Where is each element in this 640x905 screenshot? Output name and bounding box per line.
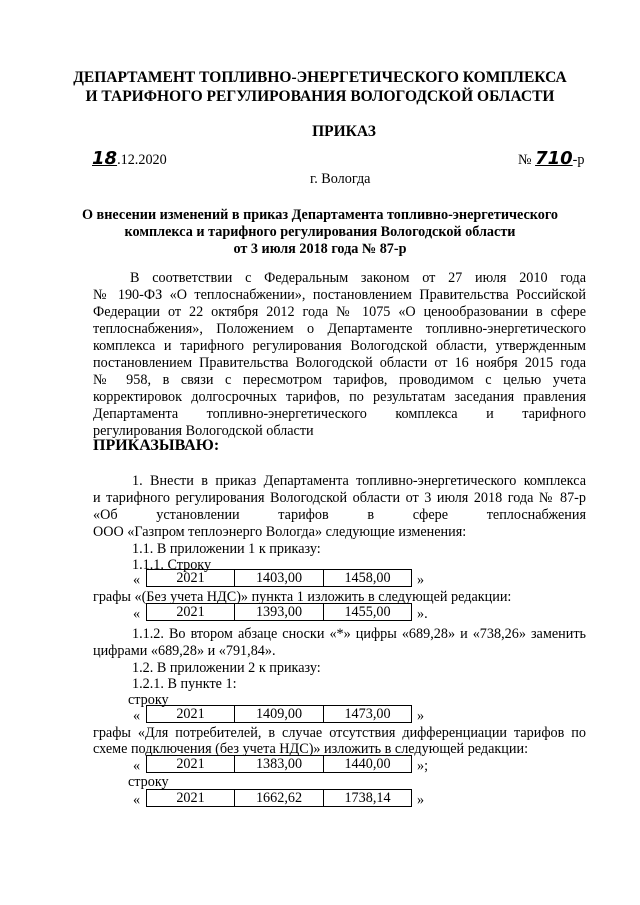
preamble-line9: Департамента топливно-энергетического комплекса и тарифного — [93, 406, 586, 422]
number-prefix: № — [518, 152, 532, 168]
row4-value1: 1383,00 — [235, 756, 324, 773]
row5-year: 2021 — [147, 790, 235, 807]
row2-year: 2021 — [147, 604, 235, 621]
graph2-line2: схеме подключения (без учета НДС)» изложить в следующей редакции: — [93, 741, 529, 757]
document-type: ПРИКАЗ — [312, 123, 376, 140]
title-line1: О внесении изменений в приказ Департамента топливно-энергетического — [81, 207, 559, 223]
row2-value2: 1455,00 — [324, 604, 412, 621]
row3-year: 2021 — [147, 706, 235, 723]
number-suffix: -р — [572, 152, 585, 168]
date-day-handwritten: 18 — [92, 148, 118, 169]
row4-year: 2021 — [147, 756, 235, 773]
quote-open-1: « — [133, 572, 141, 588]
document-date — [92, 150, 167, 169]
item-1-2: 1.2. В приложении 2 к приказу: — [132, 660, 321, 676]
preamble-line10: регулирования Вологодской области — [93, 423, 314, 439]
quote-close-5: » — [417, 792, 425, 808]
row5-value1: 1662,62 — [235, 790, 324, 807]
row4-value2: 1440,00 — [324, 756, 412, 773]
row-word-1: строку — [128, 692, 169, 708]
item-1-1-1: 1.1.1. Строку — [132, 557, 212, 573]
preamble-line3: Федерации от 22 октября 2012 года № 1075 «О ценообразовании в сфере — [93, 304, 586, 320]
quote-open-5: « — [133, 792, 141, 808]
quote-close-1: » — [417, 572, 425, 588]
tariff-row-5 — [146, 789, 412, 807]
row-word-2: строку — [128, 774, 169, 790]
preamble-line2: № 190-ФЗ «О теплоснабжении», постановлением Правительства Российской — [93, 287, 586, 303]
item-1-2-1: 1.2.1. В пункте 1: — [132, 676, 237, 692]
row1-year: 2021 — [147, 570, 235, 587]
title-line3: от 3 июля 2018 года № 87-р — [233, 241, 407, 257]
item1-line1: 1. Внести в приказ Департамента топливно-энергетического комплекса — [132, 473, 586, 489]
row2-value1: 1393,00 — [235, 604, 324, 621]
item1-line2: и тарифного регулирования Вологодской области от 3 июля 2018 года № 87-р — [93, 490, 586, 506]
department-name-line1: ДЕПАРТАМЕНТ ТОПЛИВНО-ЭНЕРГЕТИЧЕСКОГО КОМПЛЕКСА — [73, 69, 567, 86]
graph1-text: графы «(Без учета НДС)» пункта 1 изложить в следующей редакции: — [93, 589, 512, 605]
graph2-line1: графы «Для потребителей, в случае отсутствия дифференциации тарифов по — [93, 725, 586, 741]
item-1-1-2-line1: 1.1.2. Во втором абзаце сноски «*» цифры «689,28» и «738,26» заменить — [132, 626, 586, 642]
quote-close-2: ». — [417, 606, 428, 622]
row3-value2: 1473,00 — [324, 706, 412, 723]
preamble-line8: корректировок долгосрочных тарифов, по результатам заседания правления — [93, 389, 586, 405]
item-1-1-2-line2: цифрами «689,28» и «791,84». — [93, 643, 276, 659]
preamble-line5: комплекса и тарифного регулирования Вологодской области, утвержденным — [93, 338, 586, 354]
quote-close-4: »; — [417, 758, 429, 774]
row5-value2: 1738,14 — [324, 790, 412, 807]
preamble-line1: В соответствии с Федеральным законом от 27 июля 2010 года — [130, 270, 586, 286]
tariff-row-1 — [146, 569, 412, 587]
department-name-line2: И ТАРИФНОГО РЕГУЛИРОВАНИЯ ВОЛОГОДСКОЙ ОБЛАСТИ — [85, 88, 555, 105]
title-line2: комплекса и тарифного регулирования Вологодской области — [124, 224, 516, 240]
quote-open-3: « — [133, 708, 141, 724]
number-handwritten: 710 — [535, 148, 573, 169]
preamble-line6: постановлением Правительства Вологодской области от 16 ноября 2015 года — [93, 355, 586, 371]
tariff-row-4 — [146, 755, 412, 773]
row3-value1: 1409,00 — [235, 706, 324, 723]
item1-line4: ООО «Газпром теплоэнерго Вологда» следующие изменения: — [93, 524, 467, 540]
date-rest: .12.2020 — [117, 152, 167, 168]
item-1-1: 1.1. В приложении 1 к приказу: — [132, 541, 321, 557]
tariff-row-3 — [146, 705, 412, 723]
quote-open-4: « — [133, 758, 141, 774]
item1-line3: «Об установлении тарифов в сфере теплоснабжения — [93, 507, 586, 523]
tariff-row-2 — [146, 603, 412, 621]
row1-value1: 1403,00 — [235, 570, 324, 587]
quote-open-2: « — [133, 606, 141, 622]
quote-close-3: » — [417, 708, 425, 724]
city: г. Вологда — [310, 171, 371, 187]
preamble-line4: теплоснабжения», Положением о Департаменте топливно-энергетического — [93, 321, 586, 337]
row1-value2: 1458,00 — [324, 570, 412, 587]
preamble-line7: № 958, в связи с пересмотром тарифов, проводимом с целью учета — [93, 372, 586, 388]
order-word: ПРИКАЗЫВАЮ: — [93, 437, 220, 454]
document-number — [518, 150, 585, 169]
